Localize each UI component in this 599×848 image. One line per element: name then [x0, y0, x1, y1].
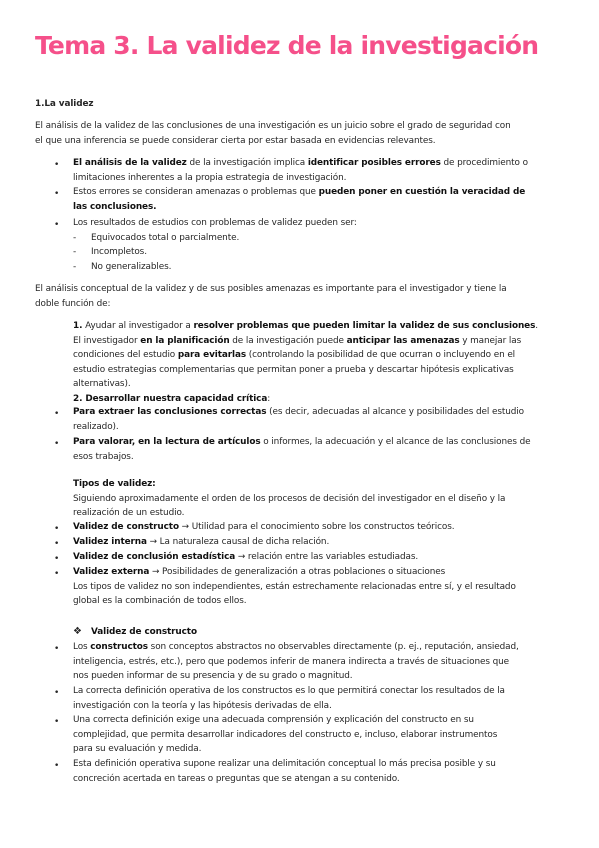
text: limitaciones inherentes a la propia estrategia de investigación. [73, 172, 347, 183]
text: alternativas). [73, 379, 131, 390]
bold-text: Desarrollar nuestra capacidad crítica [82, 393, 268, 404]
text: para su evaluación y medida. [73, 744, 202, 755]
text: realización de un estudio. [73, 508, 185, 519]
bullet-icon: • [54, 439, 60, 449]
text: → Utilidad para el conocimiento sobre los constructos teóricos. [178, 522, 455, 532]
intro-line: El análisis de la validez de las conclusiones de una investigación es un juicio sobre el grado de seguridad con [35, 121, 511, 131]
tipos-section [73, 477, 568, 521]
bullet-icon: • [54, 189, 60, 199]
bold-text: Validez de constructo [91, 627, 197, 637]
bullet-icon: • [54, 160, 60, 170]
text: → La naturaleza causal de dicha relación. [146, 537, 330, 547]
text: Siguiendo aproximadamente el orden de los procesos de decisión del investigador en el diseño y la [73, 493, 506, 504]
section-heading-validez: 1.La validez [35, 99, 94, 109]
dash-icon: - [73, 233, 77, 243]
bullet-icon: • [54, 717, 60, 727]
bullet-icon: • [54, 524, 60, 534]
text: Una correcta definición exige una adecuada comprensión y explicación del constructo en su [73, 715, 474, 725]
text: . [535, 321, 539, 331]
bold-text: en la planificación [140, 335, 230, 346]
text: Los tipos de validez no son independientes, están estrechamente relacionadas entre sí, y el resultado [73, 581, 516, 592]
bold-text: El análisis de la validez [73, 158, 187, 168]
bold-text: pueden poner en cuestión la veracidad de [318, 187, 526, 197]
text: esos trabajos. [73, 451, 134, 462]
dash-icon: - [73, 262, 77, 272]
bold-text: resolver problemas que pueden limitar la validez de sus conclusiones [193, 321, 536, 331]
text: de la investigación puede [229, 335, 347, 346]
text: y manejar las [459, 335, 522, 346]
text: doble función de: [35, 298, 111, 309]
bold-text: Validez interna [73, 537, 147, 547]
bold-text: constructos [90, 642, 148, 652]
bold-text: Validez de constructo [73, 522, 179, 532]
bold-text: Validez de conclusión estadística [73, 552, 236, 562]
text: Incompletos. [91, 247, 147, 257]
bullet-icon: • [54, 220, 60, 230]
text: Los resultados de estudios con problemas de validez pueden ser: [73, 218, 357, 228]
text: de la investigación implica [186, 158, 308, 168]
text: investigación con la teoría y las hipótesis derivadas de ella. [73, 700, 332, 711]
text: estudio estrategias complementarias que permitan poner a prueba y descartar hipótesis explicativas [73, 364, 514, 375]
intro-line: el que una inferencia se puede considerar cierta por estar basada en evidencias relevantes. [35, 135, 436, 146]
text: Equivocados total o parcialmente. [91, 233, 240, 243]
text: o informes, la adecuación y el alcance de las conclusiones de [260, 437, 531, 447]
bullet-icon: • [54, 539, 60, 549]
function-1 [73, 319, 568, 407]
bold-text: las conclusiones. [73, 201, 157, 212]
text: No generalizables. [91, 262, 172, 272]
bullet-icon: • [54, 409, 60, 419]
text: realizado). [73, 421, 119, 432]
intro-paragraph [35, 119, 570, 148]
bullet-icon: • [54, 688, 60, 698]
bold-text: Para extraer las conclusiones correctas [73, 407, 267, 417]
text: global es la combinación de todos ellos. [73, 596, 247, 607]
dash-icon: - [73, 247, 77, 257]
text: → Posibilidades de generalización a otras poblaciones o situaciones [149, 567, 446, 577]
text: inteligencia, estrés, etc.), pero que podemos inferir de manera indirecta a través de situaciones que [73, 656, 510, 667]
text: Esta definición operativa supone realizar una delimitación conceptual lo más precisa posible y su [73, 759, 496, 769]
bullet-icon: • [54, 761, 60, 771]
bullet-icon: • [54, 554, 60, 564]
section-heading-tipos: Tipos de validez: [73, 479, 156, 489]
bullet-icon: • [54, 569, 60, 579]
bold-text: Para valorar, en la lectura de artículos [73, 437, 261, 447]
text: Los [73, 642, 91, 652]
text: La correcta definición operativa de los constructos es lo que permitirá conectar los resultados de la [73, 686, 505, 696]
text: → relación entre las variables estudiadas. [235, 552, 419, 562]
bold-text: 2. [73, 393, 83, 404]
diamond-bullet-icon: ❖ [73, 626, 82, 637]
text: complejidad, que permita desarrollar indicadores del constructo e, incluso, elaborar instrumentos [73, 729, 498, 740]
text: El análisis conceptual de la validez y de sus posibles amenazas es importante para el investigador y tiene la [35, 284, 507, 294]
text: de procedimiento o [440, 158, 528, 168]
bold-text: identificar posibles errores [307, 158, 441, 168]
bold-text: Validez externa [73, 567, 150, 577]
bold-text: anticipar las amenazas [346, 335, 460, 346]
text: (es decir, adecuadas al alcance y posibilidades del estudio [266, 407, 525, 417]
text: Estos errores se consideran amenazas o problemas que [73, 187, 319, 197]
text: : [267, 393, 271, 404]
text: nos pueden informar de su presencia y de su grado o magnitud. [73, 671, 353, 682]
page-title: Tema 3. La validez de la investigación [35, 31, 539, 60]
text: condiciones del estudio [73, 350, 178, 361]
text: El investigador [73, 335, 141, 346]
text: Ayudar al investigador a [82, 321, 194, 331]
bold-text: 1. [73, 321, 83, 331]
bullet-icon: • [54, 644, 60, 654]
text: concreción acertada en tareas o preguntas que se atengan a su contenido. [73, 773, 400, 784]
paragraph [35, 282, 570, 311]
text: (controlando la posibilidad de que ocurran o incluyendo en el [246, 350, 516, 361]
text: son conceptos abstractos no observables directamente (p. ej., reputación, ansiedad, [147, 642, 519, 652]
bold-text: para evitarlas [177, 350, 247, 361]
